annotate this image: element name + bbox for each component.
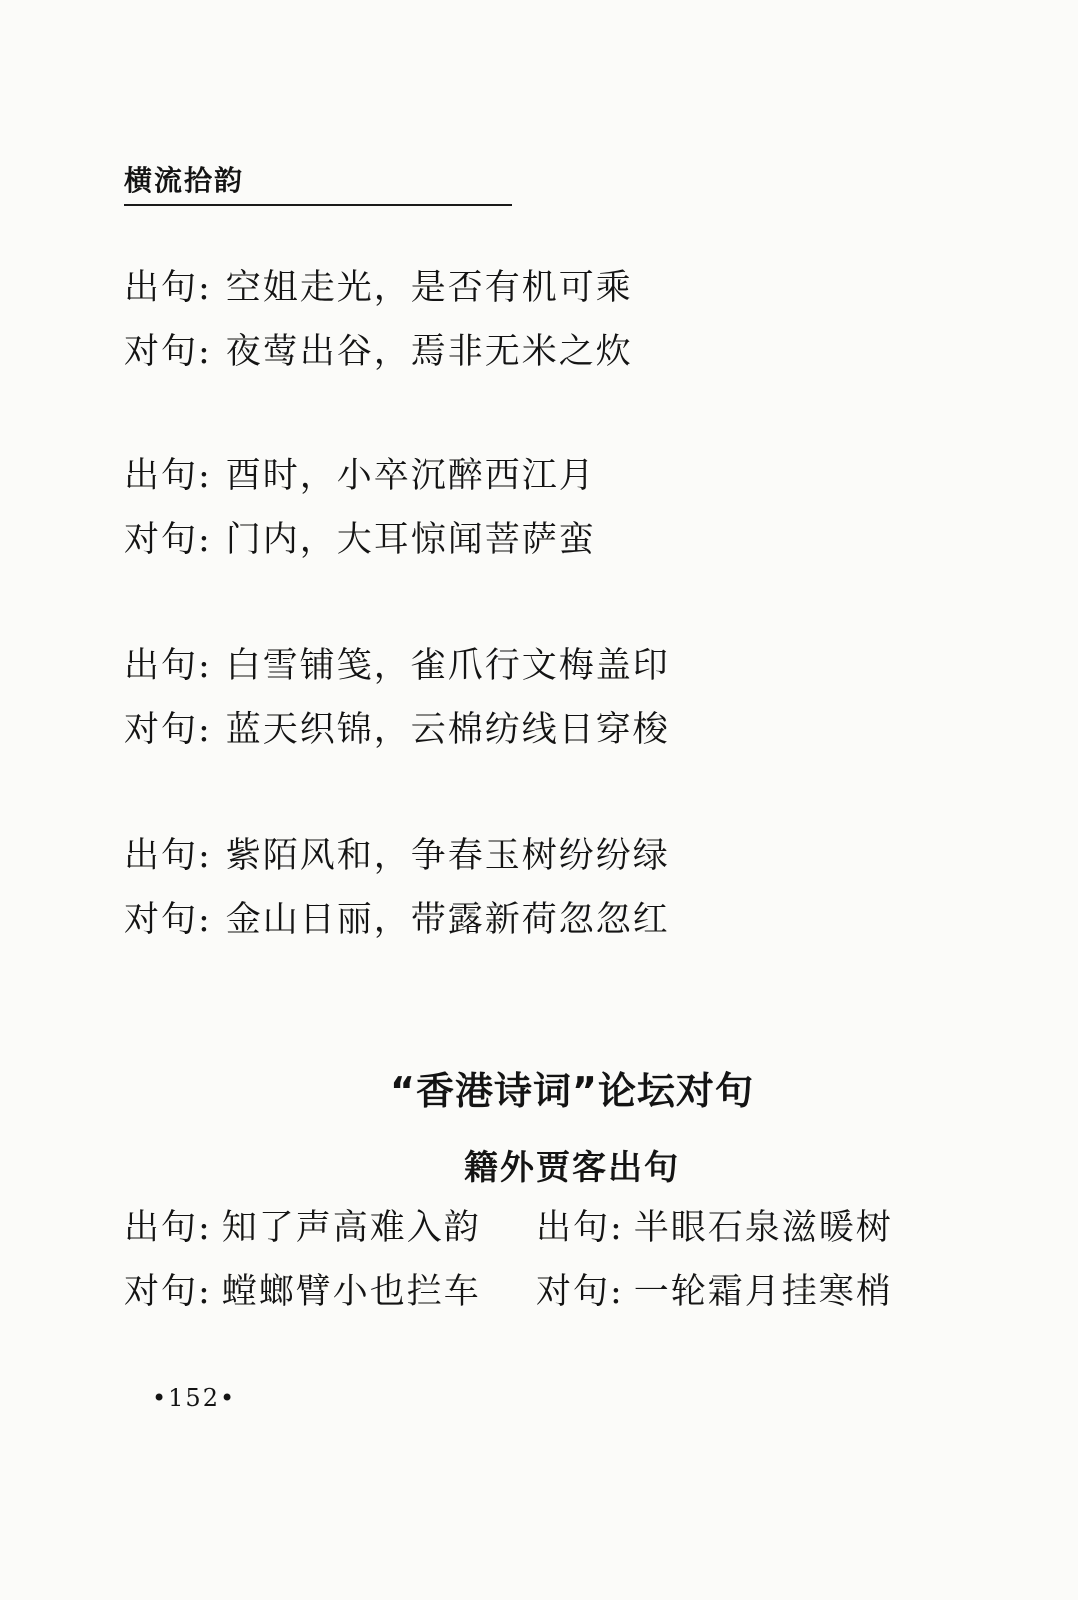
pair-text: 门内，大耳惊闻菩萨蛮 <box>225 520 596 560</box>
forum-cell-right <box>536 1260 948 1324</box>
section-subtitle: 籍外贾客出句 <box>464 1148 680 1188</box>
out-label: 出句: <box>124 646 212 686</box>
out-text: 空姐走光，是否有机可乘 <box>225 268 633 308</box>
out-text: 酉时，小卒沉醉西江月 <box>225 456 596 496</box>
forum-row <box>124 1260 944 1324</box>
pair-label: 对句: <box>124 332 212 372</box>
section-title: “香港诗词”论坛对句 <box>390 1069 754 1113</box>
running-header <box>124 164 512 206</box>
pair-label: 对句: <box>124 900 212 940</box>
pair-text: 金山日丽，带露新荷忽忽红 <box>225 900 670 940</box>
pair-label: 对句: <box>124 520 212 560</box>
text: 半眼石泉滋暖树 <box>633 1208 893 1248</box>
out-text: 白雪铺笺，雀爪行文梅盖印 <box>225 646 670 686</box>
forum-cell-left <box>124 1196 536 1260</box>
pair-text: 蓝天织锦，云棉纺线日穿梭 <box>225 710 670 750</box>
forum-cell-left <box>124 1260 536 1324</box>
couplet-3 <box>124 634 824 762</box>
forum-couplets <box>124 1196 944 1324</box>
couplet-pair-line <box>124 320 824 384</box>
forum-row <box>124 1196 944 1260</box>
couplet-4 <box>124 824 824 952</box>
out-label: 出句: <box>124 456 212 496</box>
couplet-out-line <box>124 256 824 320</box>
pair-label: 对句: <box>124 710 212 750</box>
label: 出句: <box>124 1208 212 1248</box>
text: 一轮霜月挂寒梢 <box>633 1272 893 1312</box>
label: 对句: <box>124 1272 212 1312</box>
couplet-pair-line <box>124 508 824 572</box>
label: 对句: <box>536 1272 624 1312</box>
label: 出句: <box>536 1208 624 1248</box>
couplet-2 <box>124 444 824 572</box>
forum-cell-right <box>536 1196 948 1260</box>
couplet-pair-line <box>124 698 824 762</box>
couplet-out-line <box>124 444 824 508</box>
page-number: •152• <box>152 1384 237 1412</box>
pair-text: 夜莺出谷，焉非无米之炊 <box>225 332 633 372</box>
couplet-pair-line <box>124 888 824 952</box>
out-label: 出句: <box>124 268 212 308</box>
text: 螳螂臂小也拦车 <box>221 1272 481 1312</box>
out-label: 出句: <box>124 836 212 876</box>
running-title: 横流拾韵 <box>124 164 245 197</box>
text: 知了声高难入韵 <box>221 1208 481 1248</box>
out-text: 紫陌风和，争春玉树纷纷绿 <box>225 836 670 876</box>
couplet-1 <box>124 256 824 384</box>
couplet-out-line <box>124 634 824 698</box>
couplet-out-line <box>124 824 824 888</box>
